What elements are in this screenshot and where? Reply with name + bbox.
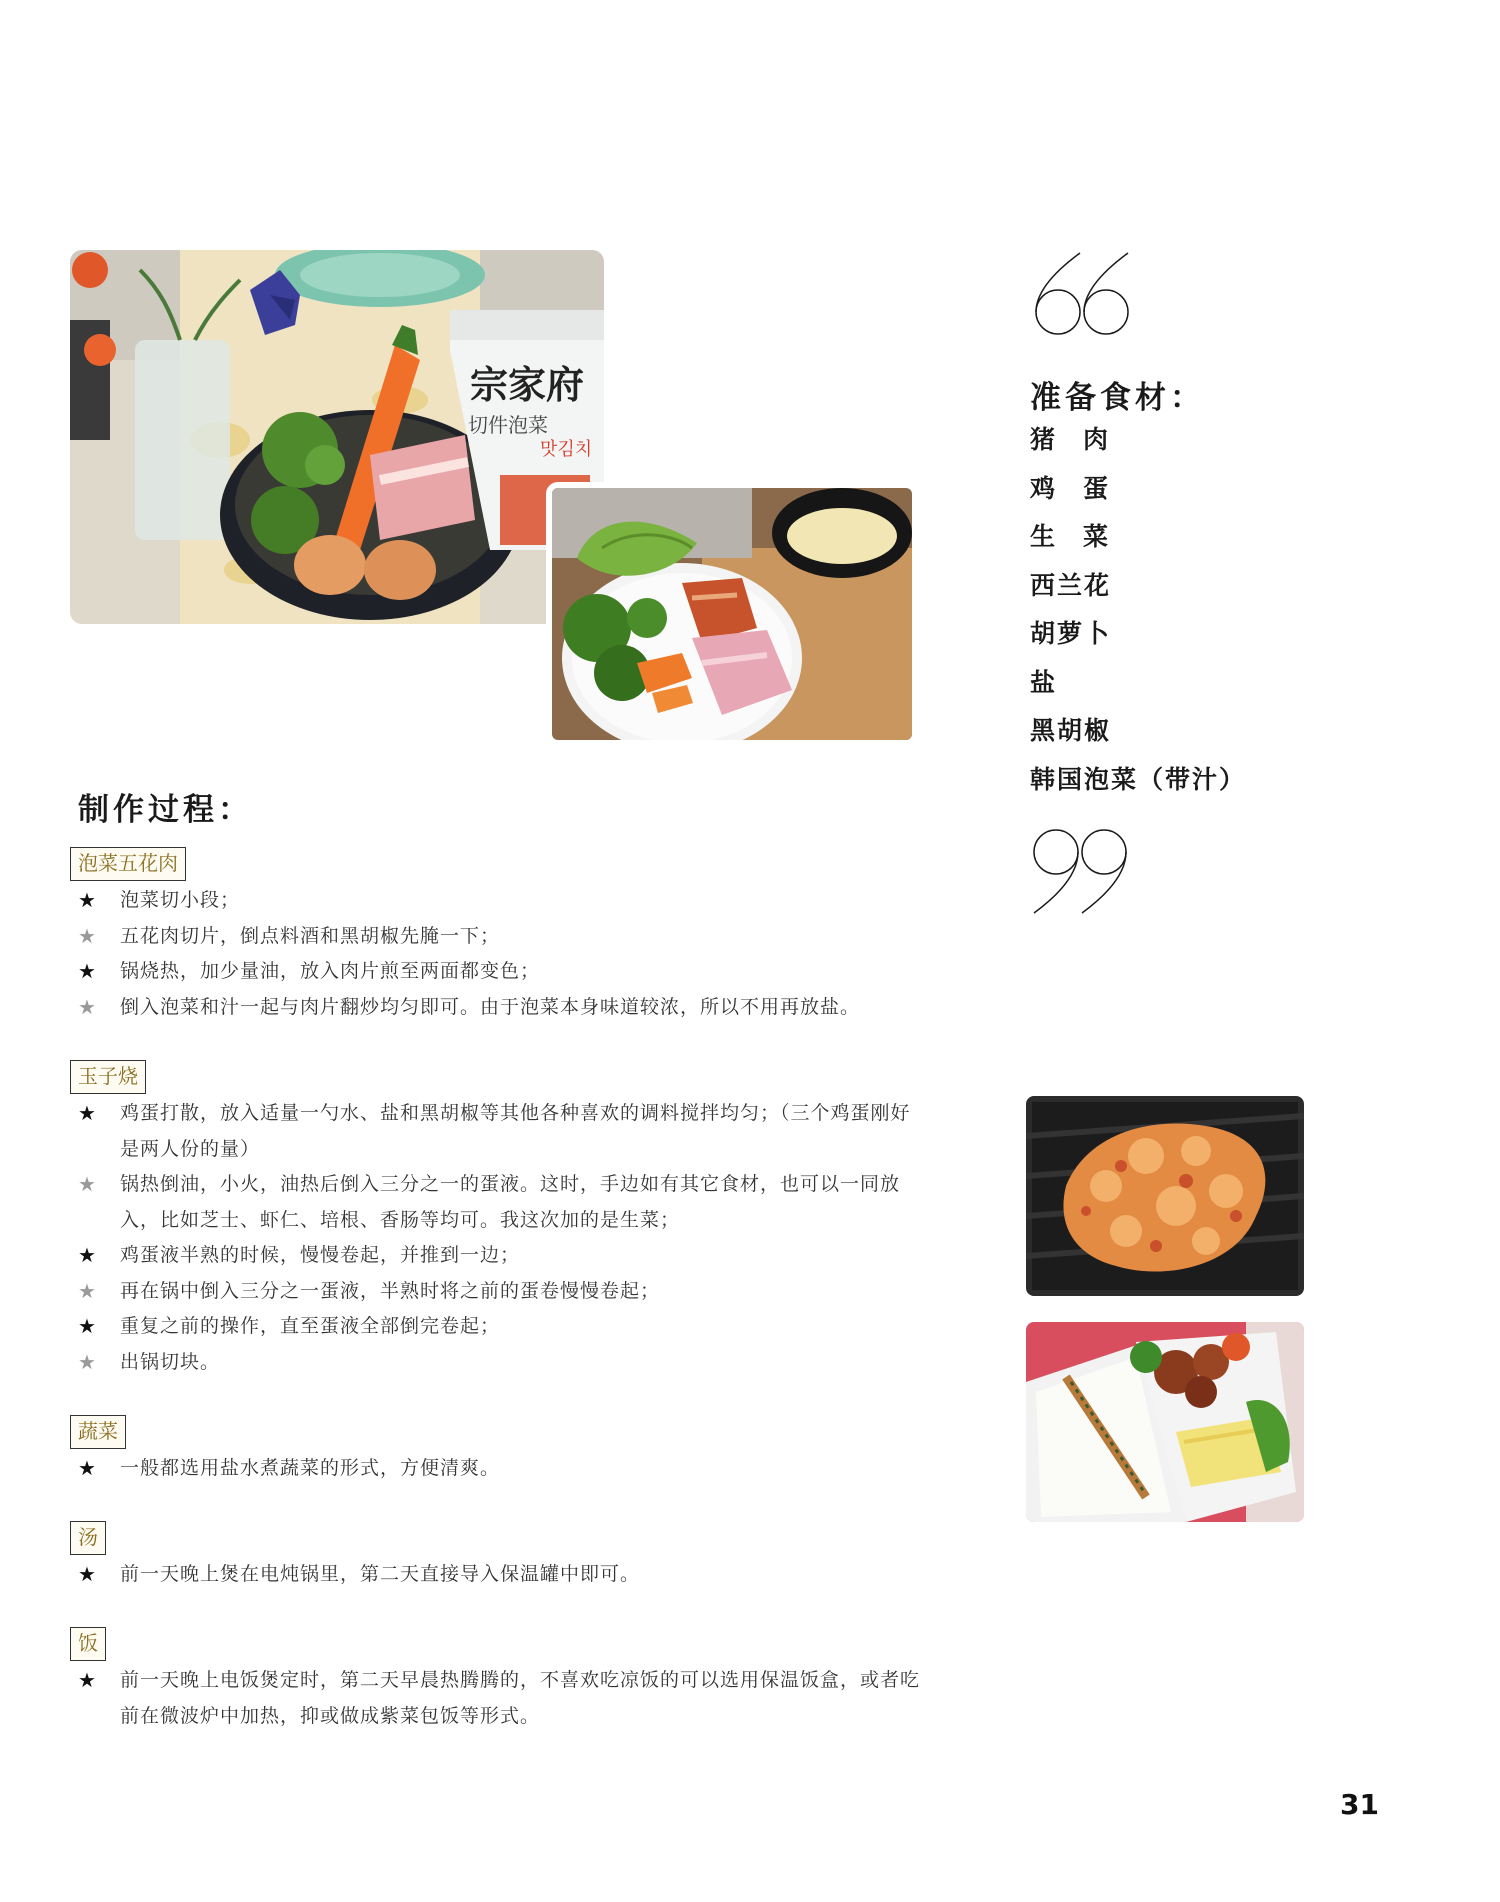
photo-bento xyxy=(1026,1322,1304,1522)
method-heading: 制作过程： xyxy=(78,792,253,828)
step-item: ★ 倒入泡菜和汁一起与肉片翻炒均匀即可。由于泡菜本身味道较浓，所以不用再放盐。 xyxy=(70,990,920,1026)
package-subtitle: 切件泡菜 xyxy=(468,413,548,437)
ingredient-item: 猪肉 xyxy=(1030,425,1137,454)
ingredient-item: 生菜 xyxy=(1030,522,1137,551)
method-section xyxy=(70,1627,920,1734)
step-item: ★ 再在锅中倒入三分之一蛋液，半熟时将之前的蛋卷慢慢卷起； xyxy=(70,1274,920,1310)
ingredient-item: 鸡蛋 xyxy=(1030,473,1137,503)
method-section xyxy=(70,847,920,1025)
step-item: ★ 出锅切块。 xyxy=(70,1345,920,1381)
ingredient-item: 胡萝卜 xyxy=(1030,619,1112,648)
section-tag: 泡菜五花肉 xyxy=(70,847,186,881)
step-item: ★ 一般都选用盐水煮蔬菜的形式，方便清爽。 xyxy=(70,1451,920,1487)
ingredient-item: 盐 xyxy=(1030,667,1058,697)
close-quote-icon xyxy=(1030,826,1130,916)
ingredient-item: 韩国泡菜（带汁） xyxy=(1030,764,1247,794)
step-item: ★ 泡菜切小段； xyxy=(70,883,920,919)
step-item: ★ 前一天晚上煲在电炖锅里，第二天直接导入保温罐中即可。 xyxy=(70,1557,920,1593)
ingredients-list xyxy=(1030,420,1246,808)
ingredient-item: 西兰花 xyxy=(1030,570,1112,600)
step-item: ★ 锅热倒油，小火，油热后倒入三分之一的蛋液。这时，手边如有其它食材，也可以一同放入，比如芝士、虾仁、培根、香肠等均可。我这次加的是生菜； xyxy=(70,1167,920,1238)
method-section xyxy=(70,1060,920,1380)
photo-kimchi-pork xyxy=(1026,1096,1304,1296)
step-item: ★ 锅烧热，加少量油，放入肉片煎至两面都变色； xyxy=(70,954,920,990)
section-tag: 玉子烧 xyxy=(70,1060,146,1094)
open-quote-icon xyxy=(1030,250,1130,340)
package-brand: 宗家府 xyxy=(470,363,585,407)
step-item: ★ 前一天晚上电饭煲定时，第二天早晨热腾腾的，不喜欢吃凉饭的可以选用保温饭盒，或者吃前在微波炉中加热，抑或做成紫菜包饭等形式。 xyxy=(70,1663,920,1734)
ingredient-item: 黑胡椒 xyxy=(1030,716,1112,745)
step-item: ★ 鸡蛋打散，放入适量一勺水、盐和黑胡椒等其他各种喜欢的调料搅拌均匀；（三个鸡蛋刚好是两人份的量） xyxy=(70,1096,920,1167)
package-korean: 맛김치 xyxy=(540,439,593,460)
section-tag: 汤 xyxy=(70,1521,106,1555)
section-tag: 蔬菜 xyxy=(70,1415,126,1449)
step-item: ★ 鸡蛋液半熟的时候，慢慢卷起，并推到一边； xyxy=(70,1238,920,1274)
method-section xyxy=(70,1415,920,1487)
step-item: ★ 重复之前的操作，直至蛋液全部倒完卷起； xyxy=(70,1309,920,1345)
section-tag: 饭 xyxy=(70,1627,106,1661)
page-number: 31 xyxy=(1340,1788,1379,1821)
step-item: ★ 五花肉切片，倒点料酒和黑胡椒先腌一下； xyxy=(70,919,920,955)
photo-prepared-plate xyxy=(546,482,918,746)
method-section xyxy=(70,1521,920,1593)
ingredients-heading: 准备食材： xyxy=(1030,380,1205,416)
photo-ingredients xyxy=(70,250,604,624)
